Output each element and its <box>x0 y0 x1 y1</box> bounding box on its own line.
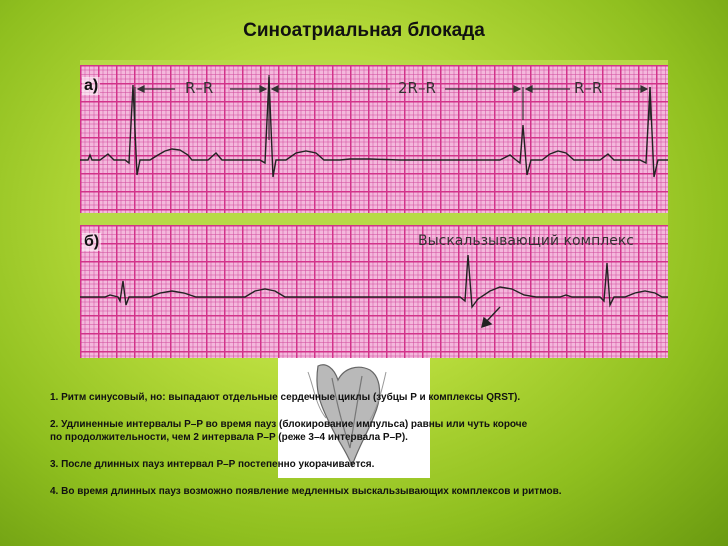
strip-a-label: а) <box>84 77 99 94</box>
point-3: 3. После длинных пауз интервал P–P постепенно укорачивается. <box>50 459 375 470</box>
ecg-panel <box>80 60 668 358</box>
strip-b-label: б) <box>84 233 100 250</box>
ecg-strip-a <box>80 65 668 213</box>
ecg-strip-b <box>80 225 668 358</box>
interval-label-2rr: 2R–R <box>398 79 436 97</box>
point-2-line-1: 2. Удлиненные интервалы P–P во время пауз (блокирование импульса) равны или чуть короче <box>50 419 528 430</box>
point-1: 1. Ритм синусовый, но: выпадают отдельные сердечные циклы (зубцы P и комплексы QRST). <box>50 392 521 403</box>
slide-title: Синоатриальная блокада <box>243 20 485 41</box>
interval-label-rr-1: R–R <box>185 79 214 97</box>
interval-label-rr-2: R–R <box>574 79 603 97</box>
point-4: 4. Во время длинных пауз возможно появление медленных выскальзывающих комплексов и ритмов. <box>50 486 562 497</box>
escape-complex-annotation: Выскальзывающий комплекс <box>418 233 634 249</box>
point-2-line-2: по продолжительности, чем 2 интервала P–P (реже 3–4 интервала P–P). <box>50 432 408 443</box>
